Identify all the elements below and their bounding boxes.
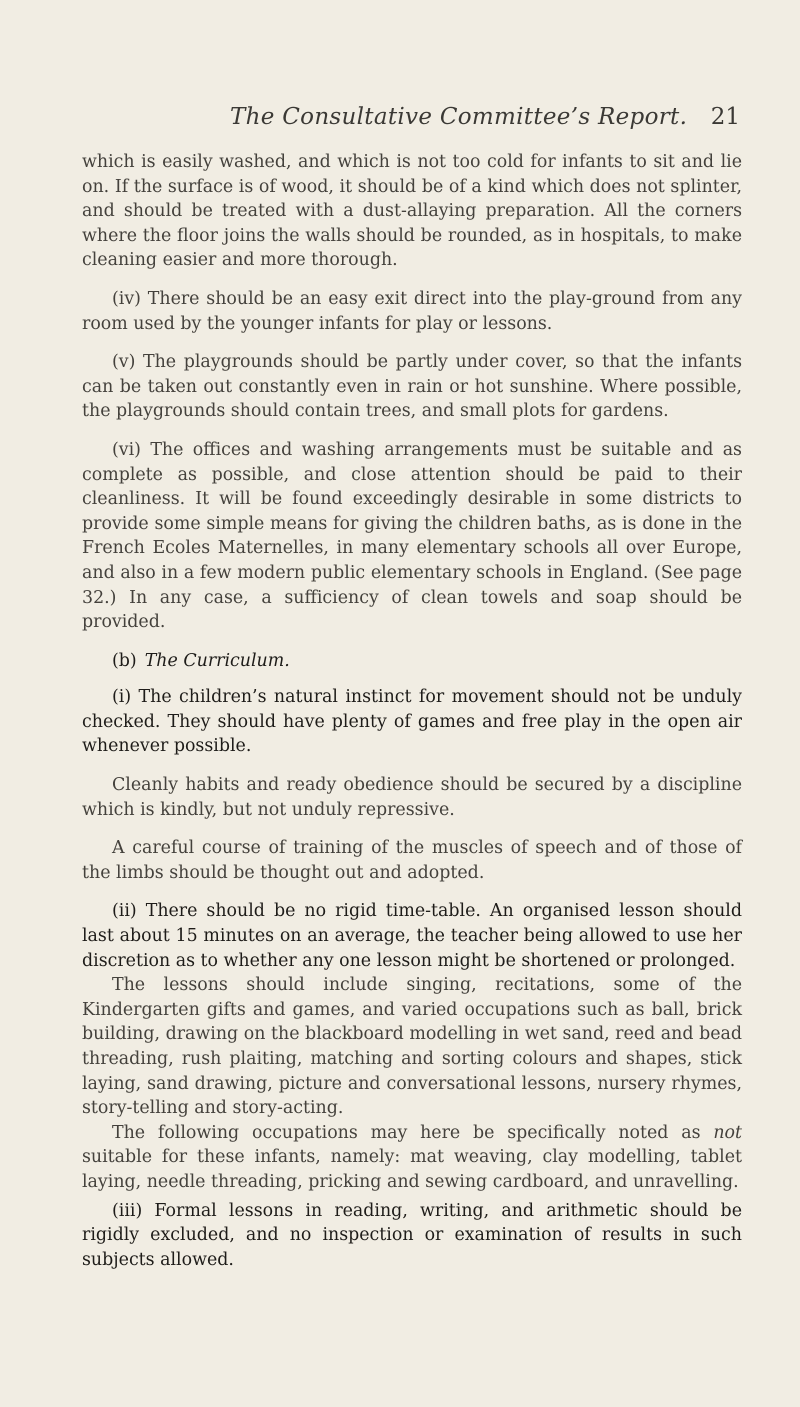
unsuitable-text-after: suitable for these infants, namely: mat weaving, clay modelling, tablet laying, needle threading, pricking and sewing cardboard, and unravelling. <box>82 1147 742 1192</box>
running-title: The Consultative Committee’s Report. <box>230 104 688 130</box>
unsuitable-text-before: The following occupations may here be specifically noted as <box>112 1122 714 1143</box>
paragraph-offices-washing: (vi) The offices and washing arrangements must be suitable and as complete as possible, and close attention should be paid to their cleanliness. It will be found exceedingly desirable in some districts to provide some simple means for giving the children baths, as is done in the French Ecoles Maternelles, in many elementary schools all over Europe, and also in a few modern public elementary schools in England. (See page 32.) In any case, a sufficiency of clean towels and soap should be provided. <box>82 439 742 633</box>
paragraph-muscle-training: A careful course of training of the muscles of speech and of those of the limbs should be thought out and adopted. <box>82 838 742 883</box>
page-number: 21 <box>710 104 740 130</box>
body-text <box>82 150 742 1286</box>
paragraph-time-table: (ii) There should be no rigid time-table. An organised lesson should last about 15 minutes on an average, the teacher being allowed to use her discretion as to whether any one lesson might be shortened or prolonged. <box>82 901 742 971</box>
section-label: (b) <box>112 650 137 671</box>
paragraph-formal-lessons: (iii) Formal lessons in reading, writing, and arithmetic should be rigidly excluded, and no inspection or examination of results in such subjects allowed. <box>82 1200 742 1270</box>
running-head <box>200 104 740 144</box>
paragraph-floor-surface: which is easily washed, and which is not too cold for infants to sit and lie on. If the surface is of wood, it should be of a kind which does not splinter, and should be treated with a dust-allaying preparation. All the corners where the floor joins the walls should be rounded, as in hospitals, to make cleaning easier and more thorough. <box>82 152 742 271</box>
section-heading-curriculum <box>82 649 742 674</box>
paragraph-playgrounds-cover: (v) The playgrounds should be partly under cover, so that the infants can be taken out constantly even in rain or hot sunshine. Where possible, the playgrounds should contain trees, and small plots for gardens. <box>82 352 742 422</box>
paragraph-movement: (i) The children’s natural instinct for movement should not be unduly checked. They should have plenty of games and free play in the open air whenever possible. <box>82 687 742 757</box>
section-title: The Curriculum. <box>144 650 290 671</box>
paragraph-lesson-content: The lessons should include singing, recitations, some of the Kindergarten gifts and games, and varied occupations such as ball, brick building, drawing on the blackboard modelling in wet sand, reed and bead threading, rush plaiting, matching and sorting colours and shapes, stick laying, sand drawing, picture and conversational lessons, nursery rhymes, story-telling and story-acting. <box>82 975 742 1119</box>
paragraph-exit-playground: (iv) There should be an easy exit direct into the play-ground from any room used by the younger infants for play or lessons. <box>82 288 742 334</box>
paragraph-unsuitable-occupations <box>82 1121 742 1195</box>
emphasis-not: not <box>713 1122 742 1143</box>
paragraph-cleanly-habits: Cleanly habits and ready obedience should be secured by a discipline which is kindly, but not unduly repressive. <box>82 775 742 820</box>
